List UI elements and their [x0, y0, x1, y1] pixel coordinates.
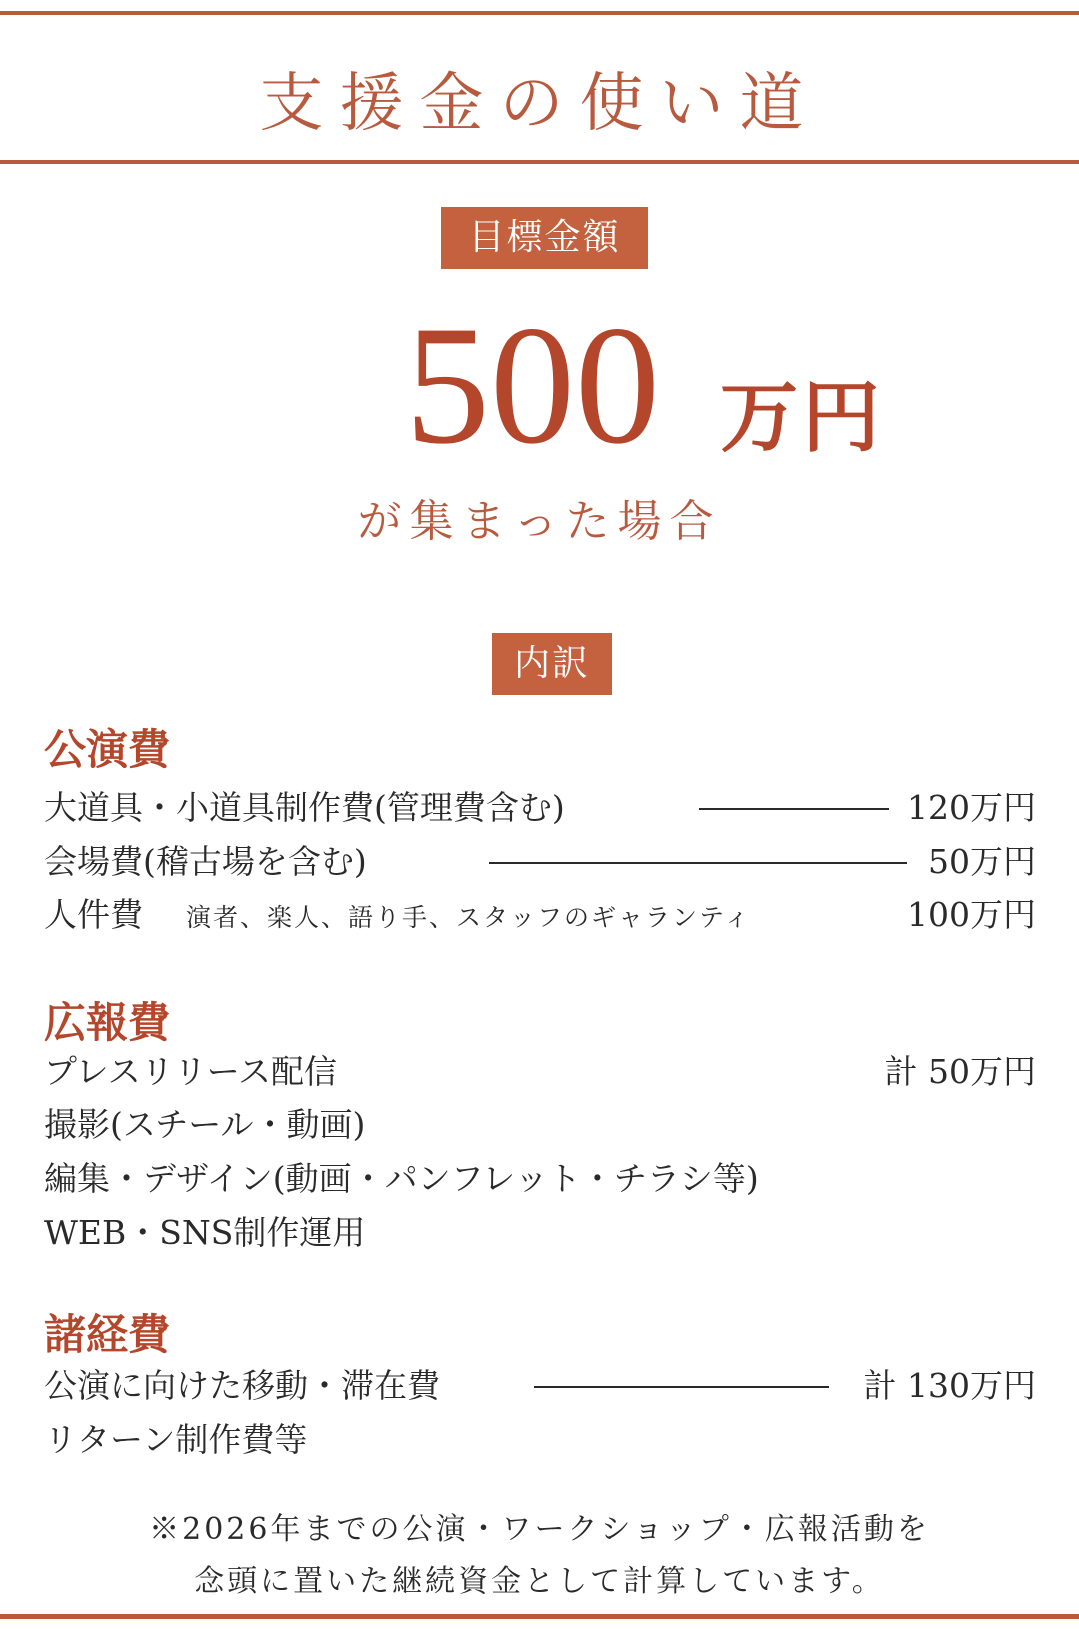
row-label: 編集・デザイン(動画・パンフレット・チラシ等): [44, 1159, 759, 1198]
goal-amount: 500: [405, 291, 660, 479]
breakdown-row: [44, 1416, 1036, 1464]
row-amount: 計 130万円: [863, 1366, 1036, 1405]
goal-unit: 万円: [720, 372, 885, 463]
footnote-line-2: 念頭に置いた継続資金として計算しています。: [194, 1564, 885, 1599]
breakdown-row: [44, 838, 1036, 886]
breakdown-tag: 内訳: [492, 633, 612, 695]
row-label: 会場費(稽古場を含む): [44, 842, 367, 881]
goal-tag: 目標金額: [441, 207, 648, 269]
row-note: 演者、楽人、語り手、スタッフのギャランティ: [186, 903, 752, 932]
breakdown-row: [44, 784, 1036, 832]
row-label: 人件費: [44, 895, 143, 934]
breakdown-row: [44, 1362, 1036, 1410]
leader-line: [489, 862, 907, 864]
breakdown-row: [44, 1048, 1036, 1096]
leader-line: [699, 808, 889, 810]
category-heading: 広報費: [44, 998, 171, 1047]
title-underline: [0, 160, 1079, 164]
page-title: 支援金の使い道: [259, 67, 820, 141]
row-label: 大道具・小道具制作費(管理費含む): [44, 788, 565, 827]
goal-subtitle: が集まった場合: [357, 496, 722, 547]
row-amount: 100万円: [907, 895, 1036, 934]
category-heading: 公演費: [44, 725, 171, 774]
breakdown-row: [44, 891, 1036, 939]
breakdown-row: [44, 1209, 1036, 1257]
top-border: [0, 11, 1079, 15]
breakdown-row: [44, 1101, 1036, 1149]
row-amount: 50万円: [928, 842, 1036, 881]
row-label: WEB・SNS制作運用: [44, 1213, 366, 1252]
bottom-border: [0, 1614, 1079, 1619]
breakdown-row: [44, 1155, 1036, 1203]
row-label: プレスリリース配信: [44, 1052, 338, 1091]
footnote-line-1: ※2026年までの公演・ワークショップ・広報活動を: [149, 1512, 930, 1547]
row-label: 撮影(スチール・動画): [44, 1105, 366, 1144]
leader-line: [534, 1386, 829, 1388]
row-label: 公演に向けた移動・滞在費: [44, 1366, 440, 1405]
category-heading: 諸経費: [44, 1310, 171, 1359]
row-label: リターン制作費等: [44, 1420, 308, 1459]
row-amount: 計 50万円: [884, 1052, 1036, 1091]
row-amount: 120万円: [907, 788, 1036, 827]
